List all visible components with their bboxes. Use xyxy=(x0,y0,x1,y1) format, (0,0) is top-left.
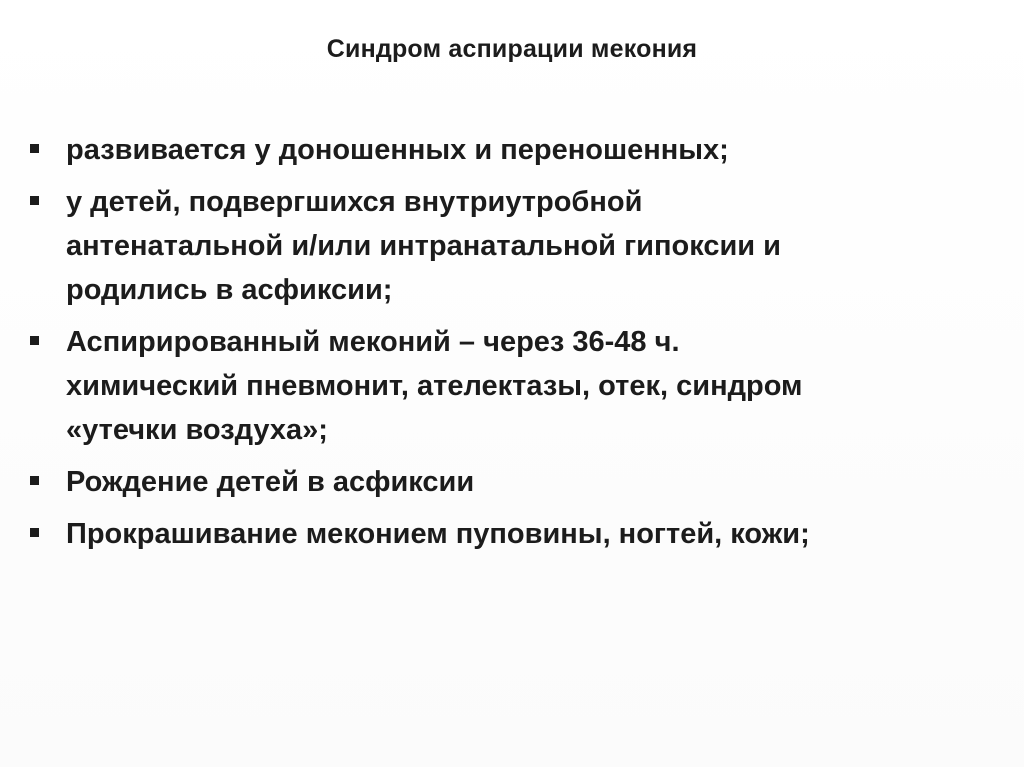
bullet-text-line: антенатальной и/или интранатальной гипоксии и xyxy=(66,230,782,262)
bullet-text-line: Аспирированный меконий – через 36-48 ч. xyxy=(66,326,680,358)
square-bullet-icon xyxy=(30,196,39,205)
bullet-text-line: развивается у доношенных и переношенных; xyxy=(66,134,729,166)
square-bullet-icon xyxy=(30,528,39,537)
square-bullet-icon xyxy=(30,336,39,345)
bullet-item xyxy=(30,320,980,452)
square-bullet-icon xyxy=(30,476,39,485)
bullet-item xyxy=(30,128,980,172)
bullet-text-line: родились в асфиксии; xyxy=(66,274,393,306)
bullet-text-line: химический пневмонит, ателектазы, отек, синдром xyxy=(66,370,803,402)
bullet-list xyxy=(30,128,980,564)
bullet-text-line: «утечки воздуха»; xyxy=(66,414,328,446)
bullet-item xyxy=(30,460,980,504)
slide-title: Синдром аспирации мекония xyxy=(326,35,698,63)
bullet-text-line: Прокрашивание меконием пуповины, ногтей, кожи; xyxy=(66,518,810,550)
bullet-item xyxy=(30,180,980,312)
square-bullet-icon xyxy=(30,144,39,153)
bullet-text-line: у детей, подвергшихся внутриутробной xyxy=(66,186,643,218)
bullet-text-line: Рождение детей в асфиксии xyxy=(66,466,475,498)
bullet-item xyxy=(30,512,980,556)
